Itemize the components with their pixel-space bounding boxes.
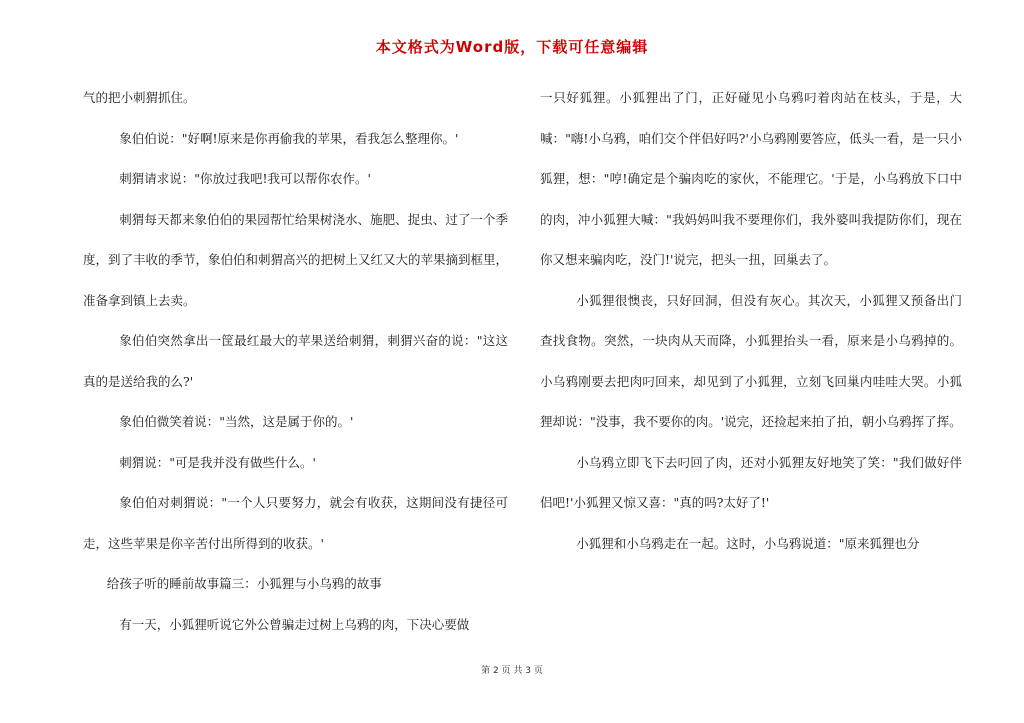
section-heading: 给孩子听的睡前故事篇三：小狐狸与小乌鸦的故事	[106, 576, 382, 591]
paragraph: 小狐狸和小乌鸦走在一起。这时，小乌鸦说道："原来狐狸也分	[576, 535, 920, 551]
paragraph: 小狐狸很懊丧，只好回洞，但没有灰心。其次天，小狐狸又预备出门查找食物。突然，一块肉从天而降，小狐狸抬头一看，原来是小乌鸦掉的。小乌鸦刚要去把肉叼回来，却见到了小狐狸，立刻飞回巢内哇哇大哭。小狐狸却说："没事，我不要你的肉。'说完，还捡起来拍了拍，朝小乌鸦挥了挥。	[540, 292, 962, 429]
paragraph: 气的把小刺猬抓住。	[83, 90, 196, 105]
page-number-footer: 第 2 页 共 3 页	[481, 666, 543, 676]
paragraph: 象伯伯对刺猬说："一个人只要努力，就会有收获，这期间没有捷径可走，这些苹果是你辛苦付出所得到的收获。'	[83, 495, 508, 551]
right-column	[540, 78, 962, 564]
paragraph: 象伯伯突然拿出一筐最红最大的苹果送给刺猬，刺猬兴奋的说："这这真的是送给我的么?'	[83, 333, 508, 389]
paragraph: 刺猬请求说："你放过我吧!我可以帮你农作。'	[119, 171, 371, 186]
paragraph: 有一天，小狐狸听说它外公曾骗走过树上乌鸦的肉，下决心要做	[119, 616, 470, 632]
paragraph: 一只好狐狸。小狐狸出了门，正好碰见小乌鸦叼着肉站在枝头，于是，大喊："嗨!小乌鸦，咱们交个伴侣好吗?'小乌鸦刚要答应，低头一看，是一只小狐狸，想："哼!确定是个骗肉吃的家伙，不能理它。'于是，小乌鸦放下口中的肉，冲小狐狸大喊："我妈妈叫我不要理你们，我外婆叫我提防你们，现在你又想来骗肉吃，没门!'说完，把头一扭，回巢去了。	[540, 90, 962, 267]
word-format-banner: 本文格式为Word版，下载可任意编辑	[375, 38, 649, 56]
paragraph: 象伯伯说："好啊!原来是你再偷我的苹果，看我怎么整理你。'	[119, 130, 459, 146]
paragraph: 刺猬每天都来象伯伯的果园帮忙给果树浇水、施肥、捉虫、过了一个季度，到了丰收的季节，象伯伯和刺猬高兴的把树上又红又大的苹果摘到框里，准备拿到镇上去卖。	[83, 211, 509, 308]
paragraph: 象伯伯微笑着说："当然，这是属于你的。'	[119, 414, 354, 429]
left-column	[83, 78, 508, 645]
paragraph: 刺猬说："可是我并没有做些什么。'	[119, 454, 316, 470]
paragraph: 小乌鸦立即飞下去叼回了肉，还对小狐狸友好地笑了笑："我们做好伴侣吧!'小狐狸又惊又喜："真的吗?太好了!'	[540, 454, 962, 510]
